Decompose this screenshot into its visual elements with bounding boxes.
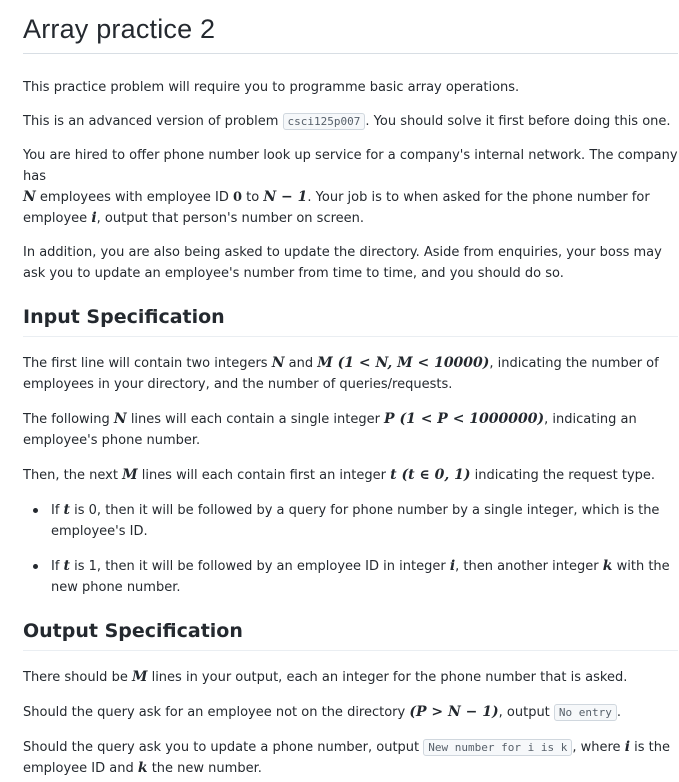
math-zero: 0 [233,190,243,205]
input-line-2: The following N lines will each contain a single integer P (1 < P < 1000000), indicating an employee's phone number. [23,411,637,448]
intro-paragraph: This practice problem will require you to programme basic array operations. [23,80,520,95]
input-heading: Input Specification [23,306,678,337]
output-line-1: There should be M lines in your output, each an integer for the phone number that is asked. [23,669,628,685]
description-paragraph: You are hired to offer phone number look up service for a company's internal network. The company has N employees with employee ID 0 to N − 1. Your job is to when asked for the phone number for employee i, output that person's number on screen. [23,148,678,226]
new-number-code: New number for i is k [423,739,572,756]
math-range: (1 < N, M < 10000) [332,355,490,371]
math-t: t [390,467,397,483]
update-paragraph: In addition, you are also being asked to update the directory. Aside from enquiries, your boss may ask you to update an employee's number from time to time, and you should do so. [23,245,662,281]
math-k: k [137,760,148,776]
input-line-1: The first line will contain two integers N and M (1 < N, M < 10000), indicating the number of employees in your directory, and the number of queries/requests. [23,355,659,392]
math-m: M [317,355,333,371]
list-item: If t is 0, then it will be followed by a query for phone number by a single integer, which is the employee's ID. [51,500,678,542]
advanced-paragraph: This is an advanced version of problem csci125p007 . You should solve it first before doing this one. [23,114,671,129]
math-condition: (P > N − 1) [409,704,499,720]
output-line-3: Should the query ask you to update a phone number, output New number for i is k , where i is the employee ID and k the new number. [23,739,670,776]
output-line-2: Should the query ask for an employee not on the directory (P > N − 1), output No entry . [23,704,622,720]
math-n: N [23,189,36,205]
math-n-minus-1: N − 1 [263,189,308,205]
math-t: t [63,558,71,574]
no-entry-code: No entry [554,704,617,721]
list-item: If t is 1, then it will be followed by an employee ID in integer i, then another integer k with the new phone number. [51,556,678,598]
page-title: Array practice 2 [23,14,678,54]
math-t: t [63,502,71,518]
math-n: N [271,355,285,371]
math-k: k [602,558,613,574]
output-heading: Output Specification [23,620,678,651]
input-line-3: Then, the next M lines will each contain first an integer t (t ∈ 0, 1) indicating the request type. [23,467,656,483]
math-m: M [131,669,148,685]
math-range: (t ∈ 0, 1) [396,467,471,483]
problem-code: csci125p007 [283,113,366,130]
math-range: (1 < P < 1000000) [394,411,545,427]
math-i: i [91,210,97,226]
request-type-list [23,500,678,598]
math-n: N [113,411,127,427]
math-m: M [122,467,138,483]
math-i: i [624,739,631,755]
math-i: i [449,558,456,574]
math-p: P [384,411,395,427]
